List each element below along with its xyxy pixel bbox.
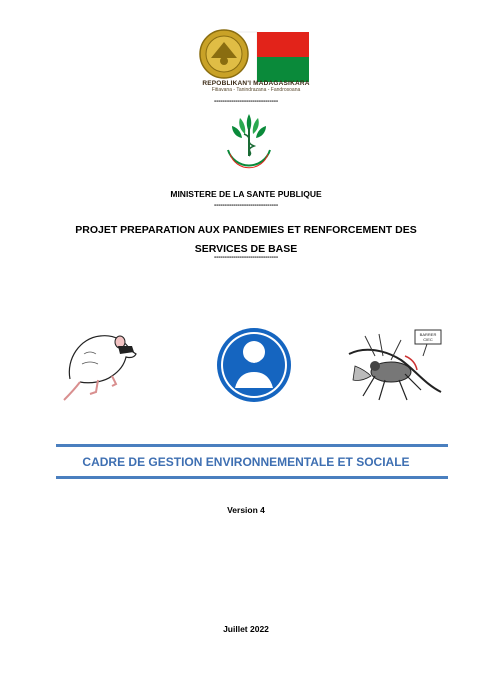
ministry-health-logo xyxy=(220,110,278,172)
project-title-line2: SERVICES DE BASE xyxy=(194,243,298,255)
rat-illustration xyxy=(60,324,142,406)
project-title-line1: PROJET PREPARATION AUX PANDEMIES ET RENFORCEMENT DES xyxy=(75,224,417,236)
separator-2: ------------------------------ xyxy=(214,202,278,209)
face-mask-icon xyxy=(215,326,293,404)
title-rule-top xyxy=(56,444,448,447)
document-title: CADRE DE GESTION ENVIRONNEMENTALE ET SOCIALE xyxy=(82,455,410,469)
separator-1: ------------------------------ xyxy=(214,98,278,105)
republic-name: REPOBLIKAN'I MADAGASIKARA xyxy=(202,80,310,87)
document-date: Juillet 2022 xyxy=(223,624,269,634)
mosquito-illustration xyxy=(345,326,447,404)
separator-3: ------------------------------ xyxy=(214,254,278,261)
document-version: Version 4 xyxy=(227,505,265,515)
ministry-title: MINISTERE DE LA SANTE PUBLIQUE xyxy=(170,189,322,199)
title-rule-bottom xyxy=(56,476,448,479)
mosquito-sign-text: BARRER xyxy=(419,332,437,337)
republic-motto: Fitiavana - Tanindrazana - Fandrosoana xyxy=(211,87,301,93)
svg-text:CIEC: CIEC xyxy=(423,337,433,342)
